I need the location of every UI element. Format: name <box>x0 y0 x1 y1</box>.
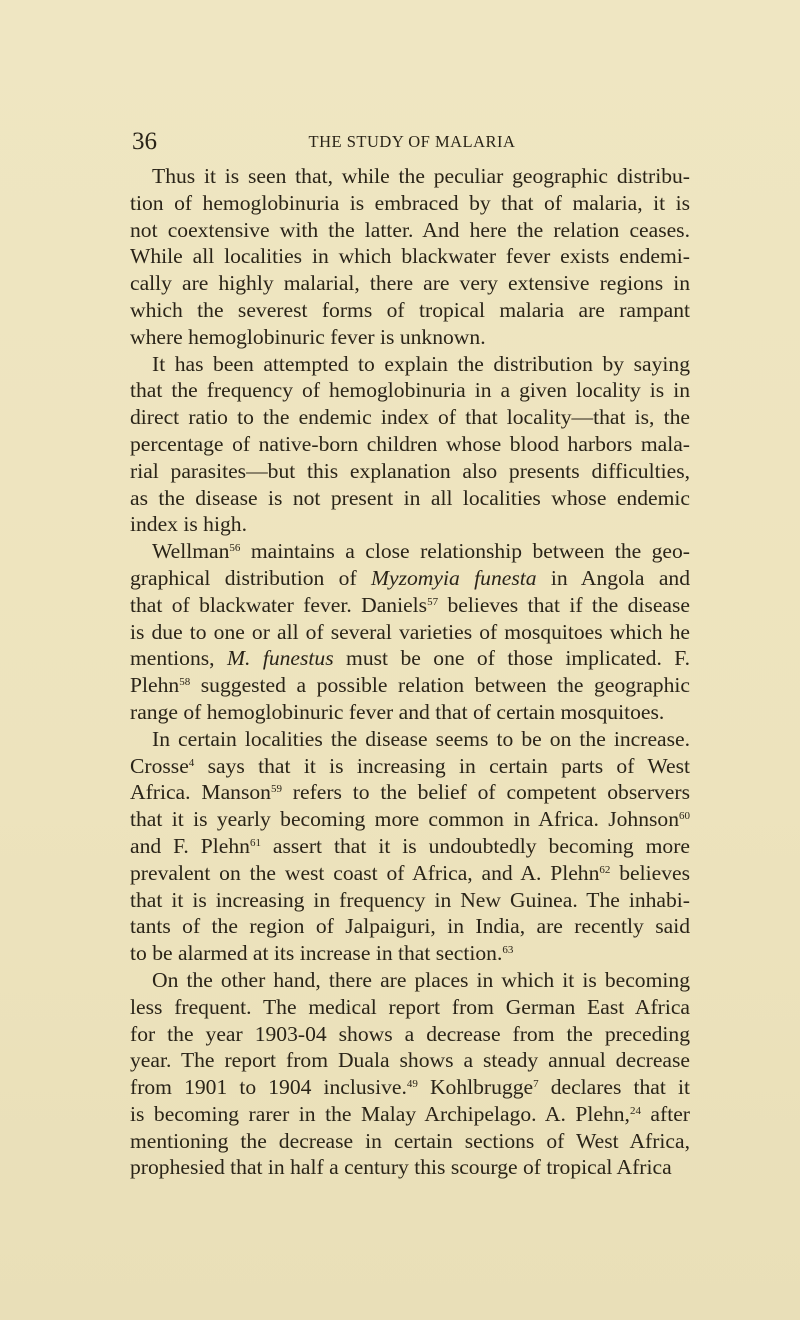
text-line: not coextensive with the latter. And here the relation ceases. <box>130 217 690 242</box>
species-name: M. funestus <box>227 646 334 671</box>
text-line: which the severest forms of tropical malaria are rampant <box>130 297 690 322</box>
text-line: tants of the region of Jalpaiguri, in India, are recently said <box>130 914 690 939</box>
paragraph <box>130 163 690 351</box>
text-line: In certain localities the disease seems to be on the increase. <box>152 726 690 751</box>
text-line: for the year 1903-04 shows a decrease from the preceding <box>130 1021 690 1046</box>
text-line: from 1901 to 1904 inclusive.$^{49}$ Kohlbrugge$^7$ declares that it <box>130 1075 690 1100</box>
footnote-ref: 4 <box>188 756 195 769</box>
text-line: is becoming rarer in the Malay Archipelago. A. Plehn,$^{24}$ after <box>130 1101 690 1126</box>
paragraph <box>130 967 690 1181</box>
body-text <box>130 163 690 1181</box>
footnote-ref: 7 <box>533 1078 539 1091</box>
text-line: percentage of native-born children whose blood harbors mala- <box>130 431 690 456</box>
footnote-ref: 56 <box>229 542 241 555</box>
paragraph <box>130 538 690 726</box>
text-line: prevalent on the west coast of Africa, and A. Plehn$^{62}$ believes <box>130 860 690 885</box>
text-line: On the other hand, there are places in which it is becoming <box>152 967 690 992</box>
footnote-ref: 63 <box>502 944 514 957</box>
page-number: 36 <box>132 128 157 155</box>
paragraph <box>130 351 690 539</box>
text-line: Crosse$^4$ says that it is increasing in certain parts of West <box>130 753 690 778</box>
text-line: that of blackwater fever. Daniels$^{57}$ believes that if the disease <box>130 592 690 617</box>
text-line: prophesied that in half a century this scourge of tropical Africa <box>130 1155 672 1180</box>
text-line: as the disease is not present in all localities whose endemic <box>130 485 690 510</box>
text-line: mentions, M. funestus must be one of those implicated. F. <box>130 646 690 671</box>
text-line: Wellman$^{56}$ maintains a close relationship between the geo- <box>152 539 690 564</box>
footnote-ref: 49 <box>406 1078 418 1091</box>
text-line: direct ratio to the endemic index of that locality—that is, the <box>130 405 690 430</box>
text-line: is due to one or all of several varieties of mosquitoes which he <box>130 619 690 644</box>
footnote-ref: 57 <box>427 595 439 608</box>
text-line: rial parasites—but this explanation also presents difficulties, <box>130 458 690 483</box>
text-line: tion of hemoglobinuria is embraced by that of malaria, it is <box>130 190 690 215</box>
footnote-ref: 24 <box>629 1104 641 1117</box>
text-line: Thus it is seen that, while the peculiar geographic distribu- <box>152 164 690 188</box>
text-line: and F. Plehn$^{61}$ assert that it is undoubtedly becoming more <box>130 833 690 858</box>
text-line: Plehn$^{58}$ suggested a possible relation between the geographic <box>130 673 690 698</box>
text-line: to be alarmed at its increase in that section.$^{63}$ <box>130 941 514 966</box>
paragraph <box>130 726 690 967</box>
footnote-ref: 58 <box>179 676 191 689</box>
text-line: It has been attempted to explain the distribution by saying <box>152 351 690 376</box>
text-line: that the frequency of hemoglobinuria in a given locality is in <box>130 378 690 403</box>
text-line: year. The report from Duala shows a steady annual decrease <box>130 1048 690 1073</box>
footnote-ref: 62 <box>599 863 611 876</box>
footnote-ref: 61 <box>249 836 261 849</box>
text-line: While all localities in which blackwater fever exists endemi- <box>130 244 690 269</box>
page-header <box>132 128 692 158</box>
text-line: cally are highly malarial, there are very extensive regions in <box>130 271 690 296</box>
text-line: that it is increasing in frequency in New Guinea. The inhabi- <box>130 887 690 912</box>
running-title: THE STUDY OF MALARIA <box>308 132 516 151</box>
text-line: graphical distribution of Myzomyia funesta in Angola and <box>130 565 691 590</box>
text-line: range of hemoglobinuric fever and that of certain mosquitoes. <box>130 699 665 724</box>
text-line: that it is yearly becoming more common in Africa. Johnson$^{60}$ <box>130 807 690 832</box>
footnote-ref: 59 <box>270 783 282 796</box>
text-line: less frequent. The medical report from German East Africa <box>130 994 690 1019</box>
text-line: mentioning the decrease in certain sections of West Africa, <box>130 1128 690 1153</box>
text-line: index is high. <box>130 512 247 537</box>
footnote-ref: 60 <box>679 810 690 823</box>
text-line: where hemoglobinuric fever is unknown. <box>130 324 486 349</box>
text-line: Africa. Manson$^{59}$ refers to the belief of competent observers <box>130 780 690 805</box>
species-name: Myzomyia funesta <box>371 565 537 590</box>
